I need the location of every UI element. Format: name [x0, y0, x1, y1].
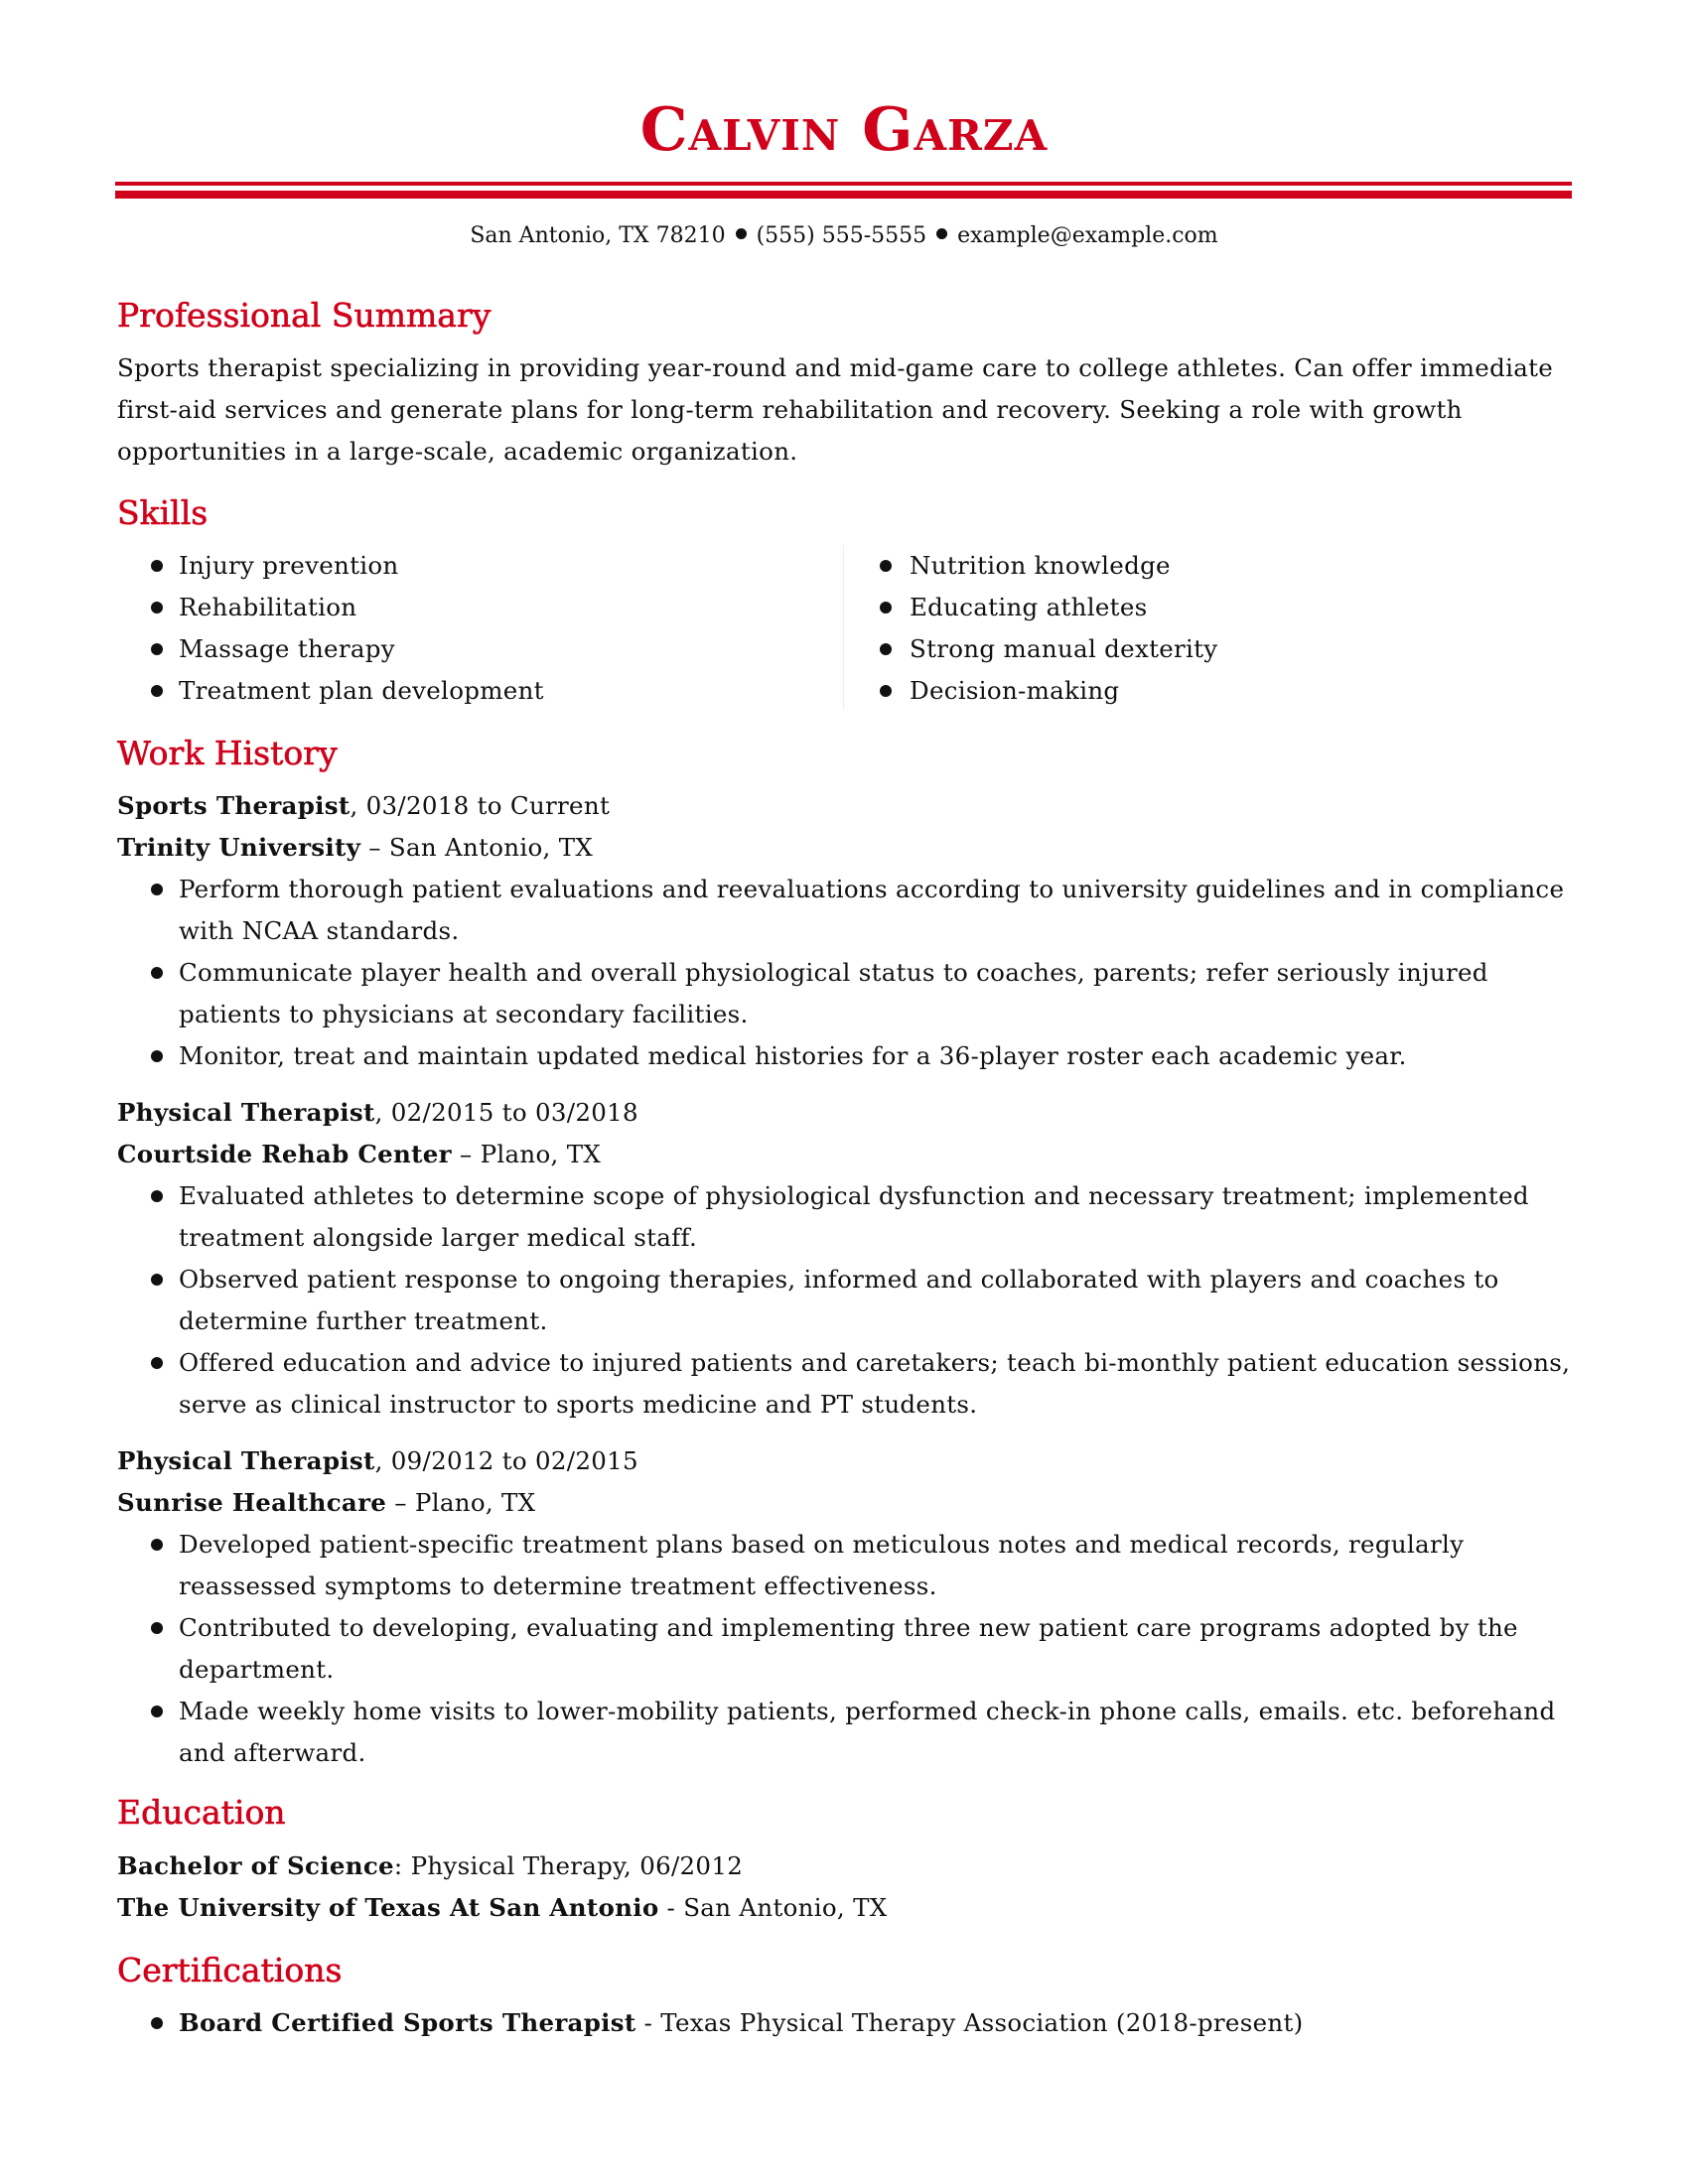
skill-item: Massage therapy [117, 628, 842, 670]
job-title: Sports Therapist [117, 791, 351, 820]
skills-column-right [844, 545, 1539, 712]
bullet-icon [880, 560, 892, 572]
section-title-skills: Skills [117, 493, 209, 532]
job-dates: , 02/2015 to 03/2018 [374, 1098, 638, 1127]
section-title-certifications: Certifications [117, 1951, 343, 1989]
job-bullet: Developed patient-specific treatment plans based on meticulous notes and medical records, regularly reassessed symptoms to determine treatment effectiveness. [117, 1524, 1574, 1607]
skill-item: Treatment plan development [117, 670, 842, 712]
job-entry [117, 785, 1574, 1077]
skill-item: Strong manual dexterity [844, 628, 1539, 670]
header-rule-thin [115, 182, 1572, 186]
skill-item: Educating athletes [844, 587, 1539, 628]
job-dates: , 03/2018 to Current [350, 791, 611, 820]
certifications-list [117, 2002, 1574, 2044]
job-title-line [117, 1440, 1574, 1482]
job-company-line [117, 827, 1574, 869]
header-rule-thick [115, 191, 1572, 199]
candidate-name: Calvin Garza [639, 95, 1049, 165]
contact-location: San Antonio, TX 78210 [470, 223, 726, 248]
job-entry [117, 1092, 1574, 1426]
section-title-education: Education [117, 1793, 286, 1832]
education-location: - San Antonio, TX [658, 1893, 888, 1922]
job-company-line [117, 1482, 1574, 1524]
bullet-icon [151, 643, 163, 655]
certification-item [117, 2002, 1574, 2044]
education-school-line [117, 1887, 1574, 1929]
job-company: Courtside Rehab Center [117, 1140, 452, 1168]
bullet-icon [151, 685, 163, 697]
job-bullet: Perform thorough patient evaluations and reevaluations according to university guidelines and in compliance with NCAA standards. [117, 869, 1574, 952]
education-degree: Bachelor of Science [117, 1851, 394, 1880]
bullet-icon [151, 1622, 163, 1634]
bullet-icon [880, 643, 892, 655]
job-bullet: Monitor, treat and maintain updated medical histories for a 36-player roster each academic year. [117, 1035, 1574, 1077]
job-bullet: Contributed to developing, evaluating and implementing three new patient care programs adopted by the department. [117, 1607, 1574, 1691]
skill-item: Nutrition knowledge [844, 545, 1539, 587]
contact-email: example@example.com [957, 223, 1218, 248]
job-title-line [117, 1092, 1574, 1134]
summary-text: Sports therapist specializing in providing year-round and mid-game care to college athletes. Can offer immediate first-aid services and generate plans for long-term rehabilitation and recovery. Seeking a role with growth opportunities in a large-scale, academic organization. [117, 353, 1554, 466]
education-school: The University of Texas At San Antonio [117, 1893, 659, 1922]
section-title-summary: Professional Summary [117, 296, 492, 335]
job-company-line [117, 1134, 1574, 1175]
bullet-icon [151, 967, 163, 979]
job-bullet: Made weekly home visits to lower-mobility patients, performed check-in phone calls, emails. etc. beforehand and afterward. [117, 1691, 1574, 1774]
job-bullet: Observed patient response to ongoing therapies, informed and collaborated with players and coaches to determine further treatment. [117, 1259, 1574, 1342]
skill-item: Injury prevention [117, 545, 842, 587]
bullet-icon [151, 1190, 163, 1202]
skill-item: Decision-making [844, 670, 1539, 712]
job-location: – Plano, TX [451, 1140, 602, 1168]
contact-phone: (555) 555-5555 [756, 223, 927, 248]
job-location: – Plano, TX [386, 1488, 536, 1517]
job-title: Physical Therapist [117, 1098, 375, 1127]
education-field: : Physical Therapy, 06/2012 [393, 1851, 744, 1880]
bullet-icon [880, 685, 892, 697]
bullet-icon [880, 602, 892, 614]
bullet-icon [151, 2017, 163, 2029]
job-title: Physical Therapist [117, 1446, 375, 1475]
bullet-icon [151, 1274, 163, 1286]
job-title-line [117, 785, 1574, 827]
bullet-icon [151, 884, 163, 895]
bullet-icon [151, 1539, 163, 1551]
job-dates: , 09/2012 to 02/2015 [374, 1446, 638, 1475]
bullet-icon [151, 560, 163, 572]
job-entry [117, 1440, 1574, 1774]
bullet-icon [151, 1357, 163, 1369]
education-entry [117, 1845, 1574, 1929]
bullet-icon [151, 1706, 163, 1717]
bullet-icon [151, 1050, 163, 1062]
certification-detail: - Texas Physical Therapy Association (2018-present) [635, 2008, 1304, 2037]
skills-list [117, 545, 1574, 712]
bullet-separator-icon [736, 228, 747, 239]
education-degree-line [117, 1845, 1574, 1887]
section-title-work-history: Work History [117, 734, 338, 772]
skills-column-left [117, 545, 842, 712]
bullet-icon [151, 602, 163, 614]
job-bullet: Communicate player health and overall physiological status to coaches, parents; refer seriously injured patients to physicians at secondary facilities. [117, 952, 1574, 1035]
job-company: Trinity University [117, 833, 361, 862]
job-company: Sunrise Healthcare [117, 1488, 387, 1517]
contact-line [0, 220, 1688, 252]
skill-item: Rehabilitation [117, 587, 842, 628]
job-bullet: Evaluated athletes to determine scope of physiological dysfunction and necessary treatment; implemented treatment alongside larger medical staff. [117, 1175, 1574, 1259]
bullet-separator-icon [936, 228, 947, 239]
job-bullet: Offered education and advice to injured patients and caretakers; teach bi-monthly patient education sessions, serve as clinical instructor to sports medicine and PT students. [117, 1342, 1574, 1426]
certification-name: Board Certified Sports Therapist [179, 2008, 636, 2037]
job-location: – San Antonio, TX [360, 833, 594, 862]
